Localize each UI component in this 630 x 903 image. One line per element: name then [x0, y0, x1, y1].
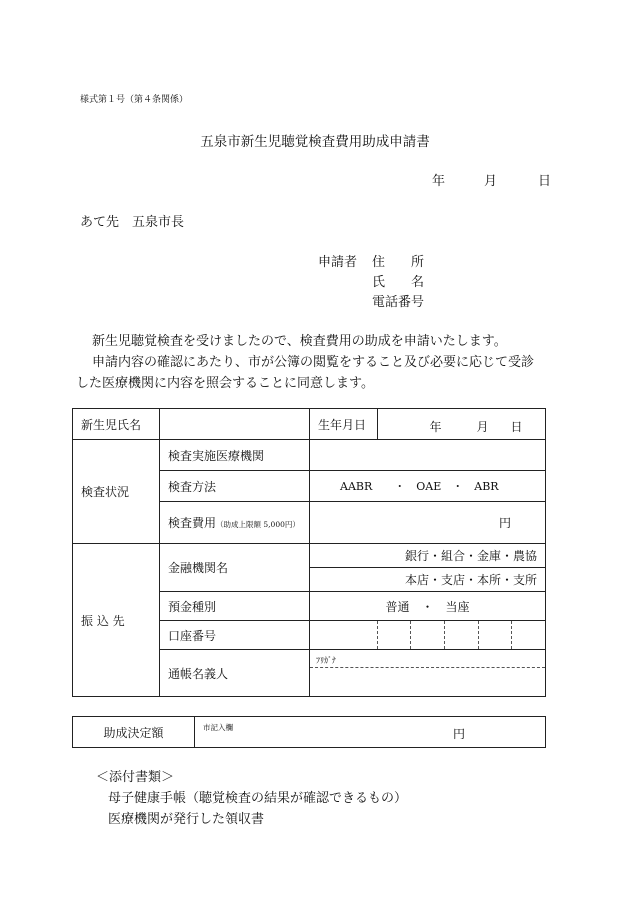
birth-day-label: 日 [510, 419, 523, 434]
cost-yen-field[interactable]: 円 [310, 502, 546, 544]
bank-types[interactable]: 銀行・組合・金庫・農協 [310, 544, 546, 568]
furigana-row [310, 650, 545, 668]
cost-label: 検査費用 [168, 515, 217, 530]
method-label: 検査方法 [160, 471, 310, 502]
branch-types[interactable]: 本店・支店・本所・支所 [310, 568, 546, 592]
statement-line-2: 申請内容の確認にあたり、市が公簿の閲覧をすること及び必要に応じて受診 [92, 355, 535, 370]
table-row [73, 544, 546, 568]
application-table [72, 408, 546, 697]
account-number-digit-boxes [344, 621, 545, 649]
cost-note: （助成上限額 5,000円） [216, 519, 300, 529]
table-row [73, 717, 546, 748]
account-holder-field[interactable] [310, 650, 546, 697]
birth-date-field[interactable] [378, 409, 546, 440]
bank-name-label: 金融機関名 [160, 544, 310, 592]
page-title: 五泉市新生児聴覚検査費用助成申請書 [200, 134, 430, 150]
deposit-options[interactable]: 普通 ・ 当座 [310, 592, 546, 621]
transfer-label: 振 込 先 [73, 544, 160, 697]
date-month-label: 月 [484, 174, 498, 189]
attachment-item-2: 医療機関が発行した領収書 [108, 812, 265, 827]
form-number: 様式第１号（第４条関係） [80, 95, 189, 105]
account-number-field[interactable] [310, 621, 546, 650]
statement-line-1: 新生児聴覚検査を受けましたので、検査費用の助成を申請いたします。 [92, 334, 507, 349]
account-number-label: 口座番号 [160, 621, 310, 650]
institution-label: 検査実施医療機関 [160, 440, 310, 471]
method-options[interactable]: AABR ・ OAE ・ ABR [310, 471, 546, 502]
account-holder-label: 通帳名義人 [160, 650, 310, 697]
baby-name-label: 新生児氏名 [73, 409, 160, 440]
attachment-item-1: 母子健康手帳（聴覚検査の結果が確認できるもの） [108, 791, 408, 806]
table-row [73, 440, 546, 471]
birth-date-label: 生年月日 [310, 409, 378, 440]
grant-table [72, 716, 546, 748]
addressee: あて先 五泉市長 [80, 215, 185, 230]
applicant-address-label: 住 所 [372, 255, 425, 270]
date-year-label: 年 [432, 174, 446, 189]
statement-line-3: した医療機関に内容を照会することに同意します。 [76, 376, 374, 391]
birth-year-label: 年 [429, 419, 442, 434]
applicant-name-label: 氏 名 [372, 275, 425, 290]
cost-label-cell [160, 502, 310, 544]
table-row [73, 409, 546, 440]
baby-name-field[interactable] [160, 409, 310, 440]
applicant-label: 申請者 [318, 255, 358, 270]
birth-month-label: 月 [476, 419, 489, 434]
furigana-label: ﾌﾘｶﾞﾅ [316, 656, 336, 665]
grant-amount-label: 助成決定額 [73, 717, 195, 748]
attachments-heading: ＜添付書類＞ [96, 770, 175, 785]
grant-yen-label: 円 [453, 727, 466, 741]
date-day-label: 日 [538, 174, 552, 189]
grant-amount-field[interactable] [195, 717, 546, 748]
exam-status-label: 検査状況 [73, 440, 160, 544]
applicant-phone-label: 電話番号 [372, 295, 425, 310]
city-use-note: 市記入欄 [203, 723, 233, 732]
institution-field[interactable] [310, 440, 546, 471]
deposit-type-label: 預金種別 [160, 592, 310, 621]
